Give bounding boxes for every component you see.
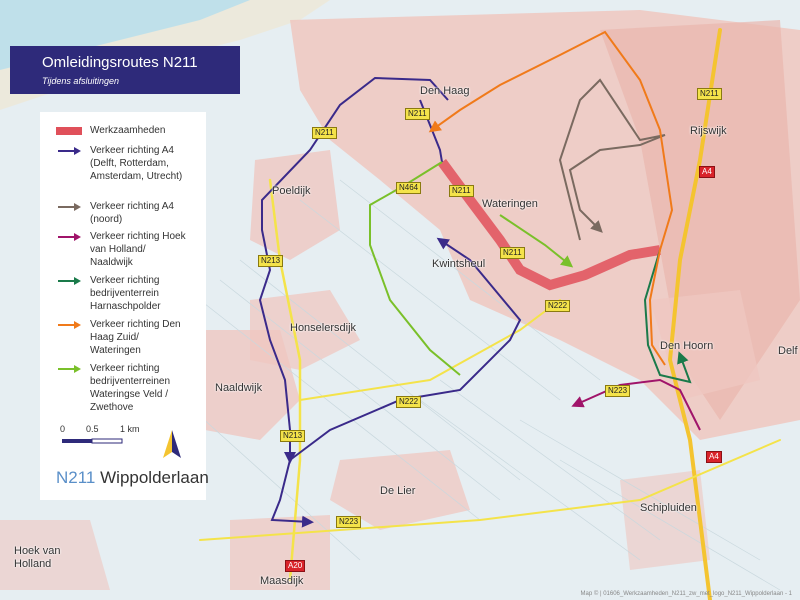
legend-item-route-a4 [56, 144, 210, 183]
map-credit: Map © | 01606_Werkzaamheden_N211_zw_met_logo_N211_Wippolderlaan - 1 [580, 591, 792, 597]
legend-item-label: Verkeer richting Hoek van Holland/ Naaldwijk [90, 231, 186, 268]
legend-item-label: Verkeer richting bedrijventerrein Harnaschpolder [90, 275, 161, 312]
road-label-n464: N464 [396, 182, 421, 194]
arrow-icon [56, 230, 82, 244]
place-label-kwintsheul: Kwintsheul [432, 258, 486, 270]
place-label-hoek-van-holland: Hoek van Holland [14, 545, 61, 570]
place-label-den-hoorn: Den Hoorn [660, 340, 714, 352]
arrow-icon [56, 362, 82, 376]
road-label-n211: N211 [405, 108, 430, 120]
brand-code: N211 [56, 468, 96, 487]
legend-item-label: Verkeer richting bedrijventerreinen Wateringse Veld / Zwethove [90, 363, 171, 413]
place-label-maasdijk: Maasdijk [260, 575, 304, 587]
road-label-n211: N211 [312, 127, 337, 139]
legend-item-route-wateringse-veld [56, 362, 210, 414]
north-arrow-icon [163, 430, 181, 458]
arrow-icon [56, 200, 82, 214]
place-label-poeldijk: Poeldijk [272, 185, 311, 197]
map-title: Omleidingsroutes N211 [42, 54, 198, 71]
road-label-a20: A20 [285, 560, 305, 572]
road-label-a4: A4 [699, 166, 715, 178]
road-label-a4: A4 [706, 451, 722, 463]
arrow-icon [56, 318, 82, 332]
place-label-delft: Delf [778, 345, 798, 357]
place-label-honselersdijk: Honselersdijk [290, 322, 357, 334]
brand-name: Wippolderlaan [100, 468, 209, 487]
place-label-den-haag: Den Haag [420, 85, 470, 97]
road-label-n222: N222 [545, 300, 570, 312]
road-label-n222: N222 [396, 396, 421, 408]
road-label-n223: N223 [336, 516, 361, 528]
legend-item-route-harnaschpolder [56, 274, 210, 313]
place-label-schipluiden: Schipluiden [640, 502, 697, 514]
arrow-icon [56, 274, 82, 288]
brand-label [56, 468, 209, 488]
scale-label-1km: 1 km [120, 424, 140, 434]
scale-bar [60, 424, 200, 464]
legend-item-route-hoek [56, 230, 210, 269]
legend-item-route-a4-noord [56, 200, 210, 226]
scale-label-05: 0.5 [86, 424, 99, 434]
road-label-n211: N211 [500, 247, 525, 259]
road-label-n213: N213 [280, 430, 305, 442]
legend-band-icon [56, 124, 82, 138]
legend-item-route-den-haag-zuid [56, 318, 210, 357]
title-box [10, 46, 240, 94]
legend-item-label: Verkeer richting Den Haag Zuid/ Wateringen [90, 319, 181, 356]
map-subtitle: Tijdens afsluitingen [42, 76, 119, 86]
place-label-rijswijk: Rijswijk [690, 125, 727, 137]
scale-label-0: 0 [60, 424, 66, 434]
road-label-n213: N213 [258, 255, 283, 267]
legend-item-works [56, 124, 210, 138]
road-label-n223: N223 [605, 385, 630, 397]
place-label-de-lier: De Lier [380, 485, 416, 497]
place-label-naaldwijk: Naaldwijk [215, 382, 263, 394]
road-label-n211: N211 [697, 88, 722, 100]
legend-item-label: Verkeer richting A4 (noord) [90, 201, 174, 225]
legend-item-label: Werkzaamheden [90, 125, 166, 136]
place-label-wateringen: Wateringen [482, 198, 538, 210]
legend-item-label: Verkeer richting A4 (Delft, Rotterdam, Amsterdam, Utrecht) [90, 145, 183, 182]
road-label-n211: N211 [449, 185, 474, 197]
arrow-icon [56, 144, 82, 158]
legend-panel [40, 112, 209, 500]
